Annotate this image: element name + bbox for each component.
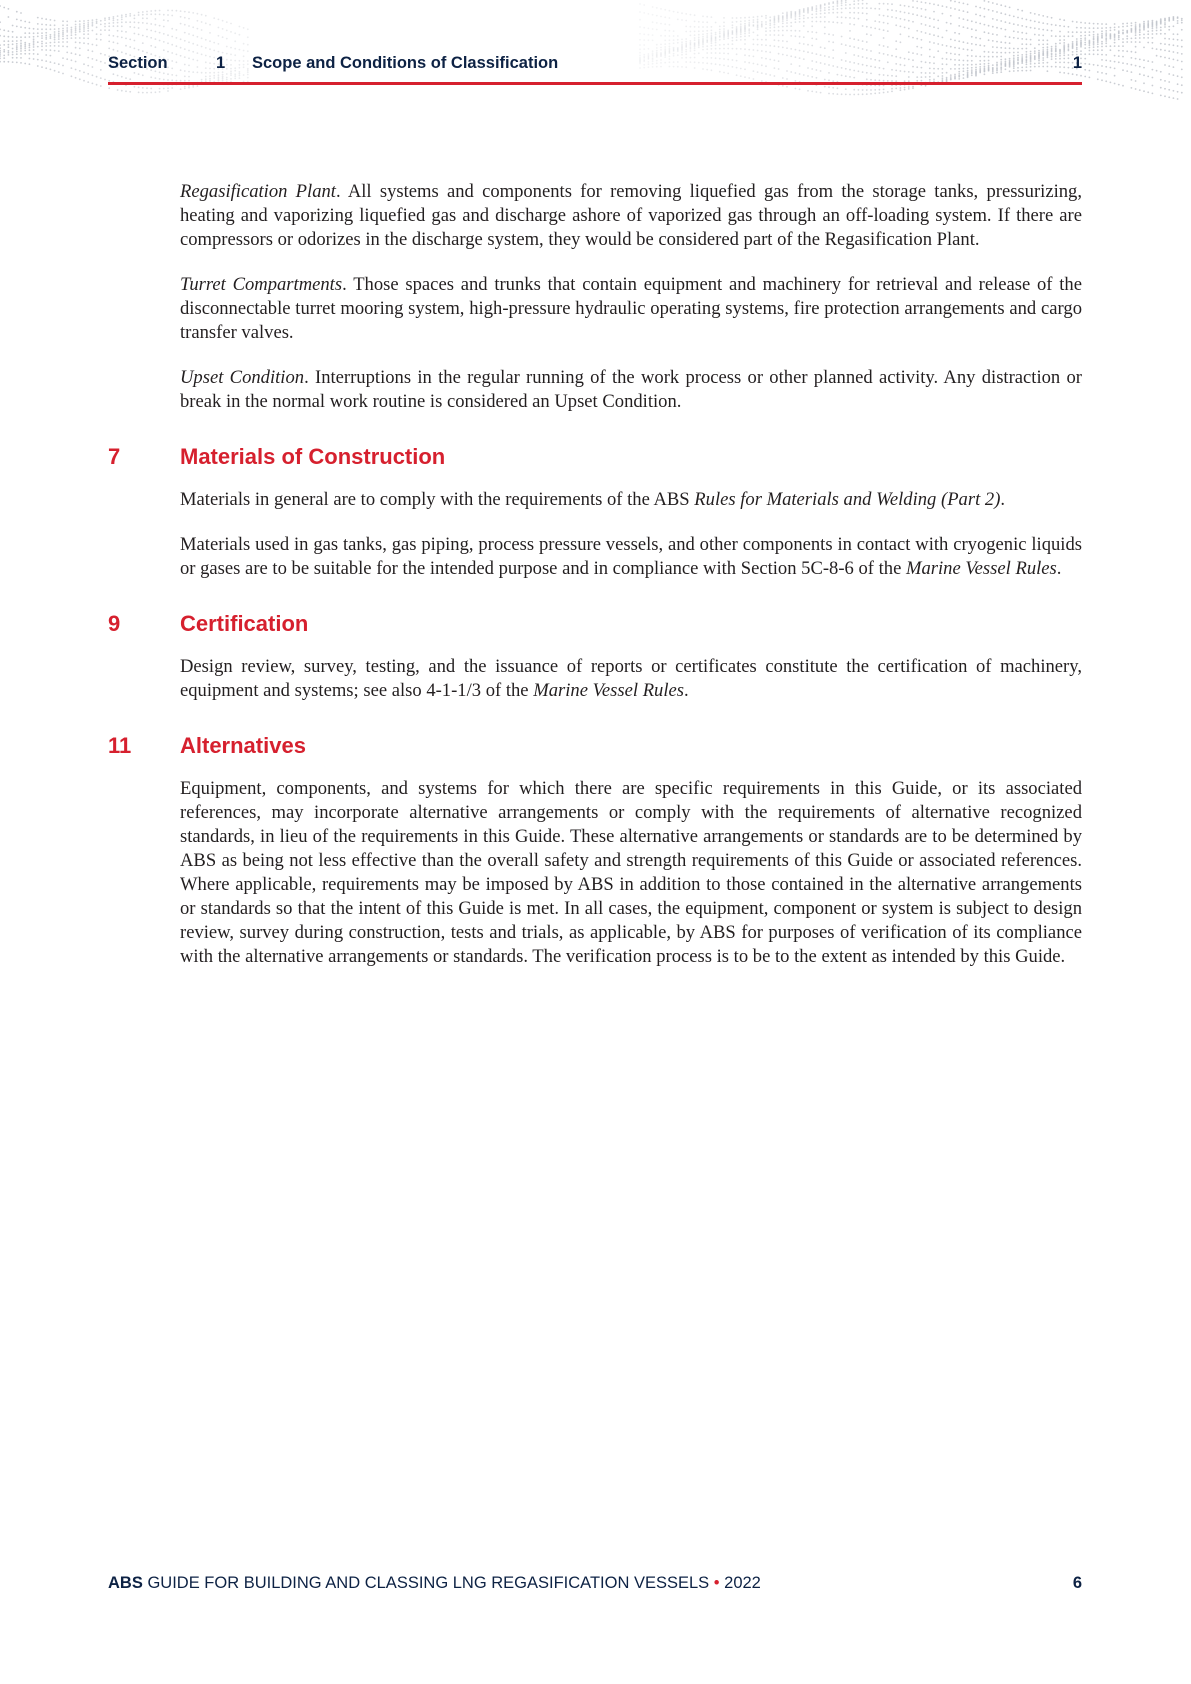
header-chapter-number: 1 [1072,54,1082,72]
definition-upset-condition [180,366,1082,414]
footer-bullet: • [713,1574,720,1592]
definition-regasification-plant [180,180,1082,252]
section-title: Alternatives [180,733,306,758]
footer-brand: ABS [108,1574,143,1592]
text-run: . [1000,489,1006,510]
header-section-label: Section [108,54,168,72]
main-content [108,180,1083,990]
term-period: . [335,181,348,202]
section-heading-materials [108,444,1082,474]
section-number: 7 [108,444,121,469]
definition-turret-compartments [180,273,1082,345]
section-heading-alternatives [108,733,1082,763]
page-footer [108,1574,1082,1596]
term-period: . [304,367,316,388]
section-title: Certification [180,611,309,636]
definition-term: Upset Condition [180,367,305,388]
alternatives-paragraph: Equipment, components, and systems for which there are specific requirements in this Guide, or its associated references, may incorporate alternative arrangements or comply with the requirements of alternative recognized standards, in lieu of the requirements in this Guide. These alternative arrangements or standards are to be determined by ABS as being not less effective than the overall safety and strength requirements of this Guide or associated references. Where applicable, requirements may be imposed by ABS in addition to those contained in the alternative arrangements or standards so that the intent of this Guide is met. In all cases, the equipment, component or system is subject to design review, survey during construction, tests and trials, as applicable, by ABS for purposes of verification of its compliance with the alternative arrangements or standards. The verification process is to be to the extent as intended by this Guide. [180,778,1082,967]
section-title: Materials of Construction [180,444,446,469]
section-number: 11 [108,733,132,758]
definition-term: Regasification Plant [180,181,336,202]
footer-page-number: 6 [1072,1574,1082,1592]
footer-title: GUIDE FOR BUILDING AND CLASSING LNG REGASIFICATION VESSELS [147,1574,710,1592]
page-header [108,54,1082,78]
rules-reference: Marine Vessel Rules [533,680,685,701]
text-run: Materials used in gas tanks, gas piping, process pressure vessels, and other components in contact with cryogenic liquids or gases are to be suitable for the intended purpose and in compliance with Section 5C-8-6 of the [180,534,1082,579]
text-run: Design review, survey, testing, and the issuance of reports or certificates constitute the certification of machinery, equipment and systems; see also 4-1-1/3 of the [180,656,1082,701]
header-section-number: 1 [216,54,226,72]
footer-year: 2022 [724,1574,761,1592]
section-number: 9 [108,611,121,636]
header-rule [108,82,1082,85]
term-period: . [342,274,354,295]
rules-reference: Marine Vessel Rules [905,558,1057,579]
rules-reference: Rules for Materials and Welding (Part 2) [694,489,1001,510]
materials-paragraph-2 [180,533,1082,581]
definition-text: Those spaces and trunks that contain equipment and machinery for retrieval and release of the disconnectable turret mooring system, high-pressure hydraulic operating systems, fire protection arrangements and cargo transfer valves. [180,274,1082,343]
certification-paragraph [180,655,1082,703]
text-run: . [1056,558,1062,579]
text-run: Materials in general are to comply with the requirements of the ABS [180,489,695,510]
section-heading-certification [108,611,1082,641]
definition-term: Turret Compartments [180,274,343,295]
materials-paragraph-1 [180,488,1082,512]
definition-text: Interruptions in the regular running of the work process or other planned activity. Any distraction or break in the normal work routine is considered an Upset Condition. [180,367,1083,412]
definition-text: All systems and components for removing liquefied gas from the storage tanks, pressurizing, heating and vaporizing liquefied gas and discharge ashore of vaporized gas through an off-loading system. If there are compressors or odorizes in the discharge system, they would be considered part of the Regasification Plant. [180,181,1082,250]
header-section-title: Scope and Conditions of Classification [252,54,559,72]
text-run: . [684,680,689,701]
